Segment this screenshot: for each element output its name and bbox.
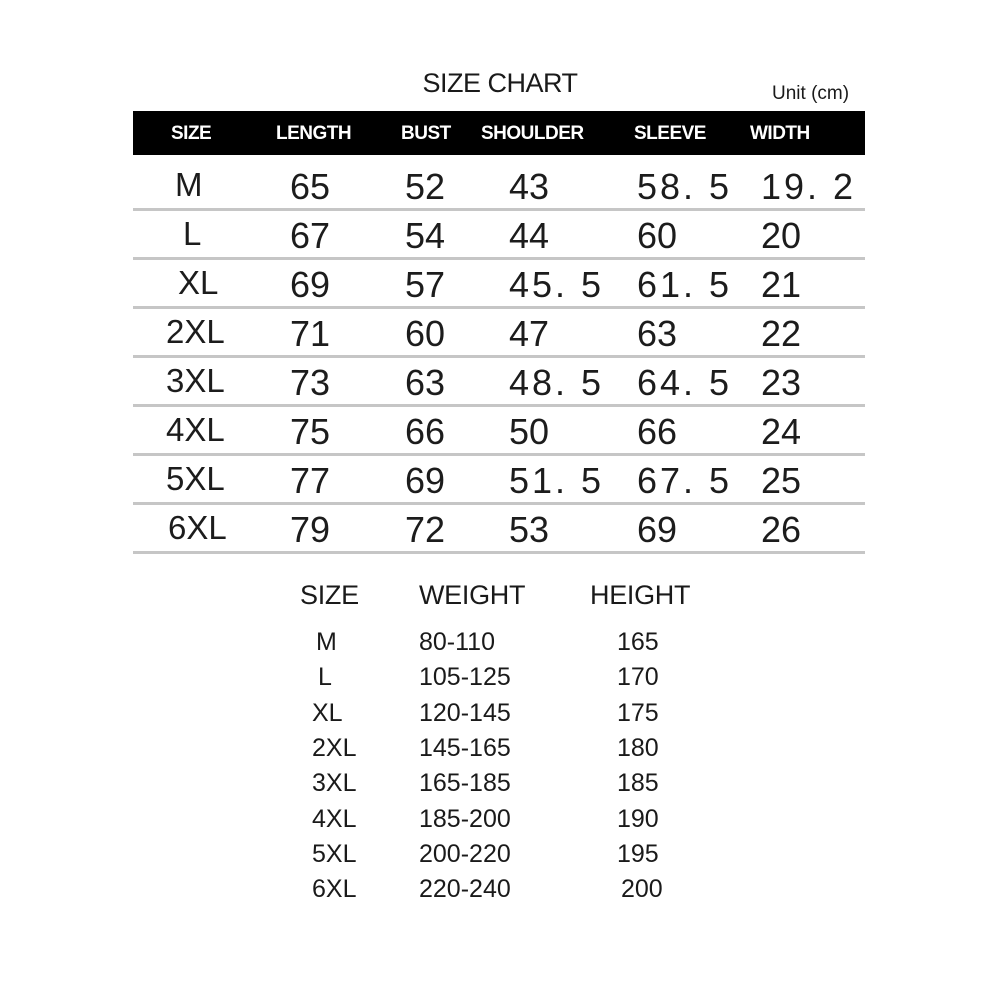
cell-width: 19. 2 [761, 166, 857, 207]
cell-length: 75 [290, 411, 331, 452]
cell-bust: 60 [405, 313, 446, 354]
weight-table-row [280, 875, 740, 910]
cell-width: 25 [761, 460, 802, 501]
header-shoulder: SHOULDER [481, 123, 584, 144]
weight-table-row [280, 734, 740, 769]
cell-shoulder: 53 [509, 509, 550, 550]
cell-size: 3XL [312, 769, 357, 798]
size-table-row [133, 211, 865, 260]
cell-size: 3XL [166, 362, 225, 399]
cell-bust: 63 [405, 362, 446, 403]
cell-bust: 52 [405, 166, 446, 207]
size-table-row [133, 358, 865, 407]
cell-length: 67 [290, 215, 331, 256]
size-table [133, 162, 865, 554]
cell-height: 195 [617, 839, 659, 868]
cell-size: L [183, 215, 202, 252]
cell-sleeve: 69 [637, 509, 678, 550]
cell-weight: 200-220 [419, 839, 511, 868]
cell-weight: 145-165 [419, 733, 511, 762]
cell-shoulder: 44 [509, 215, 550, 256]
size-chart-title: SIZE CHART [422, 68, 578, 98]
cell-length: 65 [290, 166, 331, 207]
size-table-row [133, 162, 865, 211]
cell-shoulder: 47 [509, 313, 550, 354]
weight-header-height: HEIGHT [590, 580, 691, 610]
cell-weight: 165-185 [419, 769, 511, 798]
cell-weight: 105-125 [419, 663, 511, 692]
cell-size: M [175, 166, 203, 203]
cell-height: 200 [621, 875, 663, 904]
weight-table-row [280, 663, 740, 698]
cell-size: 4XL [312, 804, 357, 833]
cell-width: 23 [761, 362, 802, 403]
cell-size: XL [178, 264, 219, 301]
cell-bust: 69 [405, 460, 446, 501]
cell-sleeve: 64. 5 [637, 362, 733, 403]
cell-sleeve: 61. 5 [637, 264, 733, 305]
cell-sleeve: 58. 5 [637, 166, 733, 207]
cell-size: M [316, 628, 337, 656]
weight-table-row [280, 769, 740, 804]
cell-bust: 54 [405, 215, 446, 256]
cell-length: 77 [290, 460, 331, 501]
cell-bust: 72 [405, 509, 446, 550]
cell-height: 185 [617, 769, 659, 798]
size-table-row [133, 407, 865, 456]
cell-shoulder: 50 [509, 411, 550, 452]
header-sleeve: SLEEVE [634, 123, 706, 144]
header-width: WIDTH [750, 123, 810, 144]
weight-table-row [280, 628, 740, 663]
cell-size: L [318, 663, 332, 692]
header-bust: BUST [401, 123, 451, 144]
cell-sleeve: 67. 5 [637, 460, 733, 501]
cell-shoulder: 45. 5 [509, 264, 605, 305]
cell-size: 4XL [166, 411, 225, 448]
weight-table-row [280, 699, 740, 734]
cell-weight: 80-110 [419, 628, 495, 656]
cell-bust: 66 [405, 411, 446, 452]
cell-shoulder: 43 [509, 166, 550, 207]
cell-size: 5XL [312, 839, 357, 868]
weight-header-weight: WEIGHT [419, 580, 526, 610]
cell-height: 170 [617, 663, 659, 692]
size-table-row [133, 456, 865, 505]
cell-size: XL [312, 698, 343, 727]
cell-length: 71 [290, 313, 331, 354]
cell-length: 69 [290, 264, 331, 305]
cell-weight: 220-240 [419, 875, 511, 904]
cell-width: 20 [761, 215, 802, 256]
cell-width: 26 [761, 509, 802, 550]
cell-size: 6XL [312, 875, 357, 904]
cell-sleeve: 60 [637, 215, 678, 256]
cell-width: 21 [761, 264, 802, 305]
cell-height: 180 [617, 733, 659, 762]
cell-length: 79 [290, 509, 331, 550]
cell-shoulder: 48. 5 [509, 362, 605, 403]
cell-size: 6XL [168, 509, 227, 546]
unit-label: Unit (cm) [772, 83, 850, 104]
cell-width: 22 [761, 313, 802, 354]
size-table-header [133, 111, 865, 155]
cell-length: 73 [290, 362, 331, 403]
cell-size: 2XL [166, 313, 225, 350]
cell-height: 190 [617, 804, 659, 833]
header-length: LENGTH [276, 123, 352, 144]
cell-shoulder: 51. 5 [509, 460, 605, 501]
cell-sleeve: 63 [637, 313, 678, 354]
weight-header-size: SIZE [300, 580, 359, 610]
cell-sleeve: 66 [637, 411, 678, 452]
size-table-row [133, 309, 865, 358]
size-table-row [133, 505, 865, 554]
weight-table-row [280, 805, 740, 840]
cell-height: 175 [617, 698, 659, 727]
cell-weight: 185-200 [419, 804, 511, 833]
cell-width: 24 [761, 411, 802, 452]
cell-bust: 57 [405, 264, 446, 305]
weight-table-row [280, 840, 740, 875]
cell-weight: 120-145 [419, 698, 511, 727]
cell-size: 5XL [166, 460, 225, 497]
cell-height: 165 [617, 628, 659, 656]
size-table-row [133, 260, 865, 309]
cell-size: 2XL [312, 733, 357, 762]
header-size: SIZE [171, 123, 212, 144]
